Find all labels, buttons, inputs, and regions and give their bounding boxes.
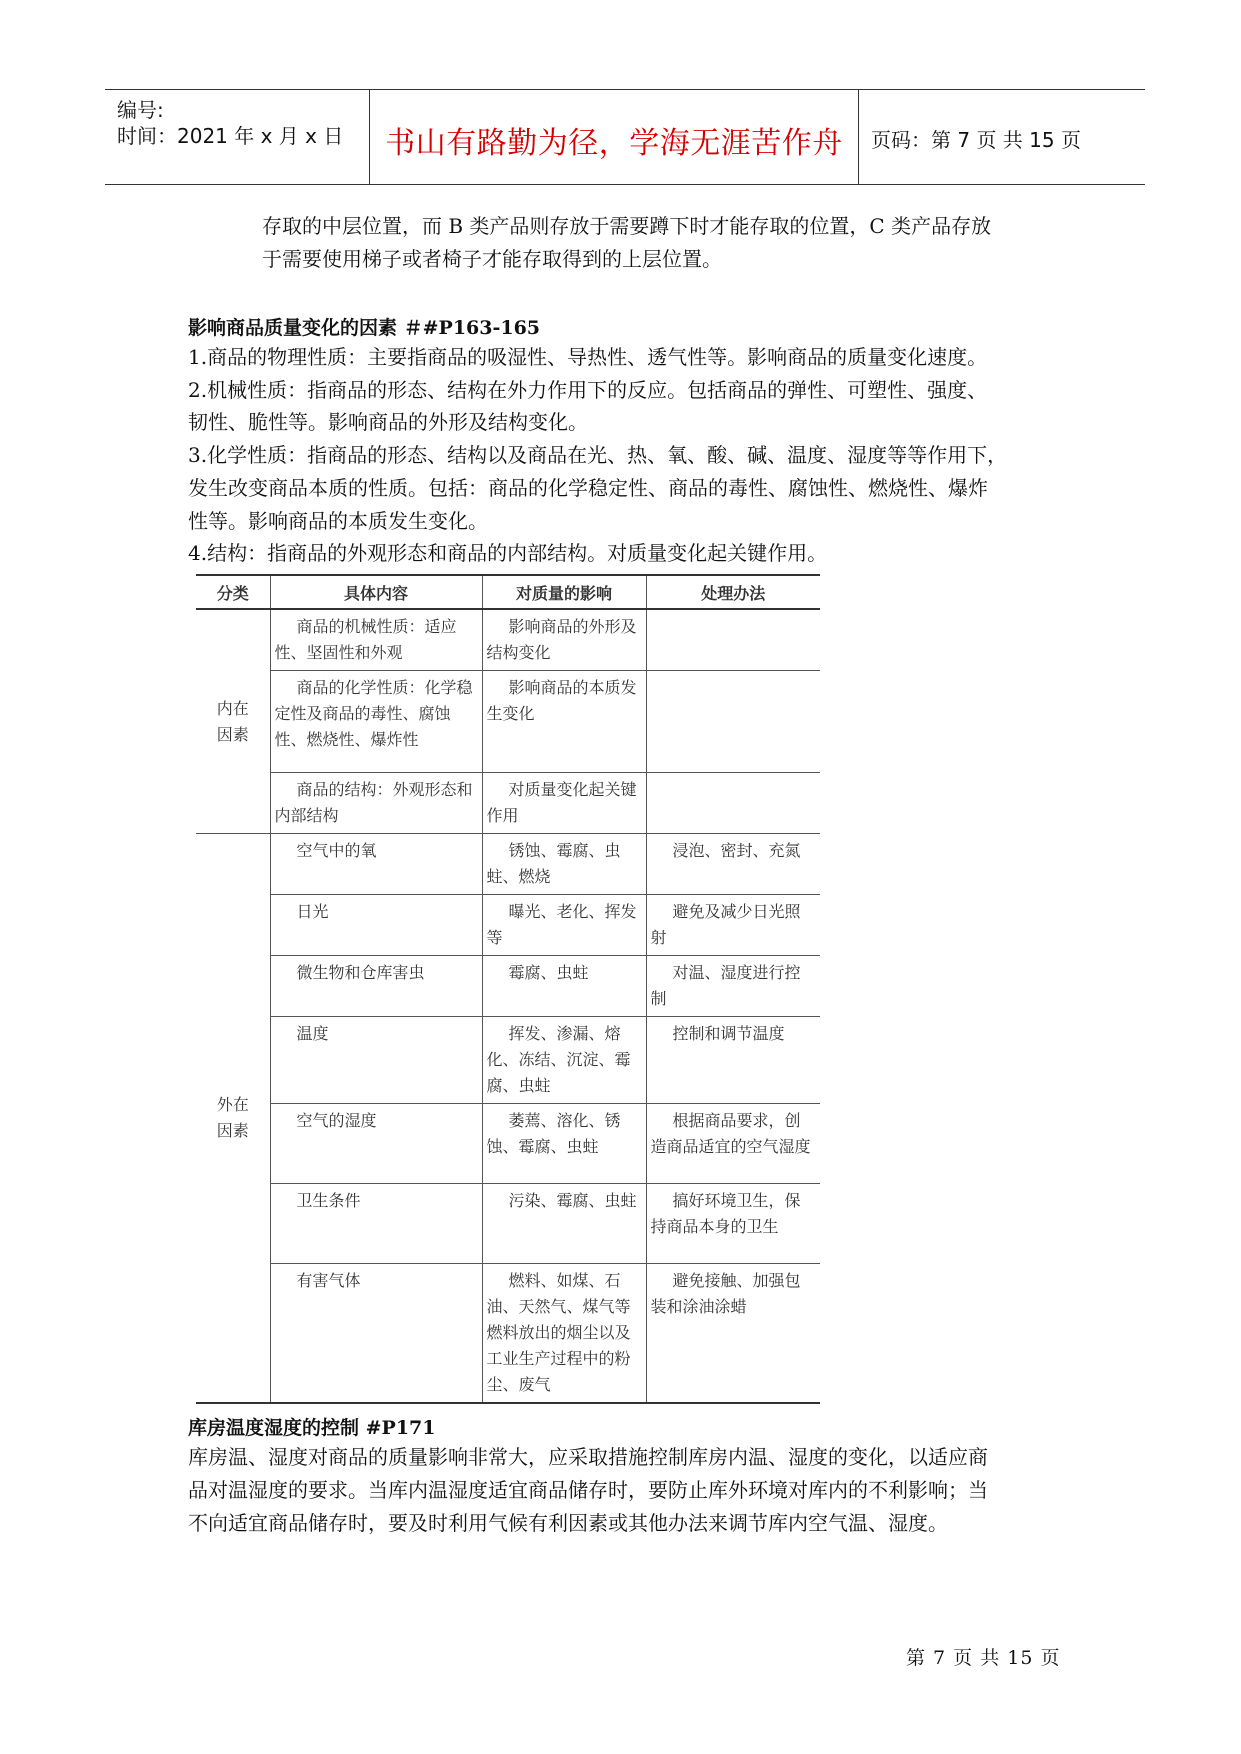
table-cell: 避免及减少日光照射 xyxy=(646,895,820,956)
table-cell: 燃料、如煤、石油、天然气、煤气等燃料放出的烟尘以及工业生产过程中的粉尘、废气 xyxy=(482,1264,646,1404)
table-cell xyxy=(646,609,820,671)
body-line: 库房温、湿度对商品的质量影响非常大，应采取措施控制库房内温、湿度的变化，以适应商 xyxy=(188,1445,988,1469)
section-heading: 影响商品质量变化的因素 ＃#P163-165 xyxy=(188,317,541,339)
table-cell: 曝光、老化、挥发等 xyxy=(482,895,646,956)
table-cell: 影响商品的本质发生变化 xyxy=(482,671,646,773)
table-header-cell: 处理办法 xyxy=(646,575,820,609)
table-header-cell: 分类 xyxy=(196,575,270,609)
table-header-cell: 具体内容 xyxy=(270,575,482,609)
table-cell: 搞好环境卫生，保持商品本身的卫生 xyxy=(646,1184,820,1264)
body-line: 韧性、脆性等。影响商品的外形及结构变化。 xyxy=(188,410,588,435)
intro-line: 存取的中层位置，而 B 类产品则存放于需要蹲下时才能存取的位置，C 类产品存放 xyxy=(262,214,992,238)
table-cell: 萎蔫、溶化、锈蚀、霉腐、虫蛀 xyxy=(482,1104,646,1184)
table-cell: 空气中的氧 xyxy=(270,834,482,895)
section-heading: 库房温度湿度的控制 #P171 xyxy=(188,1417,436,1439)
table-cell xyxy=(646,671,820,773)
section-body xyxy=(188,341,1007,570)
table-cell: 温度 xyxy=(270,1017,482,1104)
table-cell: 日光 xyxy=(270,895,482,956)
body-line: 2.机械性质：指商品的形态、结构在外力作用下的反应。包括商品的弹性、可塑性、强度、 xyxy=(188,377,988,402)
category-internal: 内在 因素 xyxy=(196,609,270,834)
factor-table xyxy=(196,574,820,1404)
table-cell: 控制和调节温度 xyxy=(646,1017,820,1104)
table-row xyxy=(196,1184,820,1264)
body-line: 品对温湿度的要求。当库内温湿度适宜商品储存时，要防止库外环境对库内的不利影响；当 xyxy=(188,1478,988,1502)
header-page-cell xyxy=(859,90,1145,184)
table-row xyxy=(196,1104,820,1184)
body-line: 1.商品的物理性质：主要指商品的吸湿性、导热性、透气性等。影响商品的质量变化速度。 xyxy=(188,345,988,369)
motto: 书山有路勤为径，学海无涯苦作舟 xyxy=(385,126,843,161)
body-line: 发生改变商品本质的性质。包括：商品的化学稳定性、商品的毒性、腐蚀性、燃烧性、爆炸 xyxy=(188,475,988,500)
table-cell: 对温、湿度进行控制 xyxy=(646,956,820,1017)
table-header-row xyxy=(196,575,820,609)
table-header-cell: 对质量的影响 xyxy=(482,575,646,609)
body-line: 3.化学性质：指商品的形态、结构以及商品在光、热、氧、酸、碱、温度、湿度等等作用下， xyxy=(188,443,1008,468)
table-row xyxy=(196,671,820,773)
table-cell: 霉腐、虫蛀 xyxy=(482,956,646,1017)
header-motto-cell xyxy=(369,90,859,184)
table-cell: 卫生条件 xyxy=(270,1184,482,1264)
table-cell: 根据商品要求，创造商品适宜的空气湿度 xyxy=(646,1104,820,1184)
table-row xyxy=(196,1017,820,1104)
table-cell: 有害气体 xyxy=(270,1264,482,1404)
table-cell: 商品的结构：外观形态和内部结构 xyxy=(270,773,482,834)
body-line: 性等。影响商品的本质发生变化。 xyxy=(188,508,488,533)
table-cell: 微生物和仓库害虫 xyxy=(270,956,482,1017)
table-cell: 污染、霉腐、虫蛀 xyxy=(482,1184,646,1264)
time-label: 时间：2021 年 x 月 x 日 xyxy=(117,124,344,148)
page-footer: 第 7 页 共 15 页 xyxy=(906,1647,1061,1669)
table-row xyxy=(196,609,820,671)
table-cell: 对质量变化起关键作用 xyxy=(482,773,646,834)
page-label: 页码：第 7 页 共 15 页 xyxy=(871,128,1081,152)
table-cell: 避免接触、加强包装和涂油涂蜡 xyxy=(646,1264,820,1404)
page-header xyxy=(105,89,1145,185)
table-row xyxy=(196,895,820,956)
header-meta xyxy=(105,90,369,184)
table-row xyxy=(196,956,820,1017)
intro-line: 于需要使用梯子或者椅子才能存取得到的上层位置。 xyxy=(262,247,722,271)
table-cell: 商品的机械性质：适应性、坚固性和外观 xyxy=(270,609,482,671)
body-line: 4.结构：指商品的外观形态和商品的内部结构。对质量变化起关键作用。 xyxy=(188,541,828,566)
table-row xyxy=(196,834,820,895)
section-body xyxy=(188,1441,988,1540)
table-cell: 空气的湿度 xyxy=(270,1104,482,1184)
table-cell: 锈蚀、霉腐、虫蛀、燃烧 xyxy=(482,834,646,895)
body-line: 不向适宜商品储存时，要及时利用气候有利因素或其他办法来调节库内空气温、湿度。 xyxy=(188,1511,948,1535)
intro-paragraph xyxy=(262,210,991,276)
number-label: 编号: xyxy=(117,98,164,122)
table-cell: 挥发、渗漏、熔化、冻结、沉淀、霉腐、虫蛀 xyxy=(482,1017,646,1104)
table-cell: 浸泡、密封、充氮 xyxy=(646,834,820,895)
table-row xyxy=(196,773,820,834)
table-row xyxy=(196,1264,820,1404)
table-cell xyxy=(646,773,820,834)
table-cell: 商品的化学性质：化学稳定性及商品的毒性、腐蚀性、燃烧性、爆炸性 xyxy=(270,671,482,773)
category-external: 外在 因素 xyxy=(196,834,270,1404)
table-cell: 影响商品的外形及结构变化 xyxy=(482,609,646,671)
